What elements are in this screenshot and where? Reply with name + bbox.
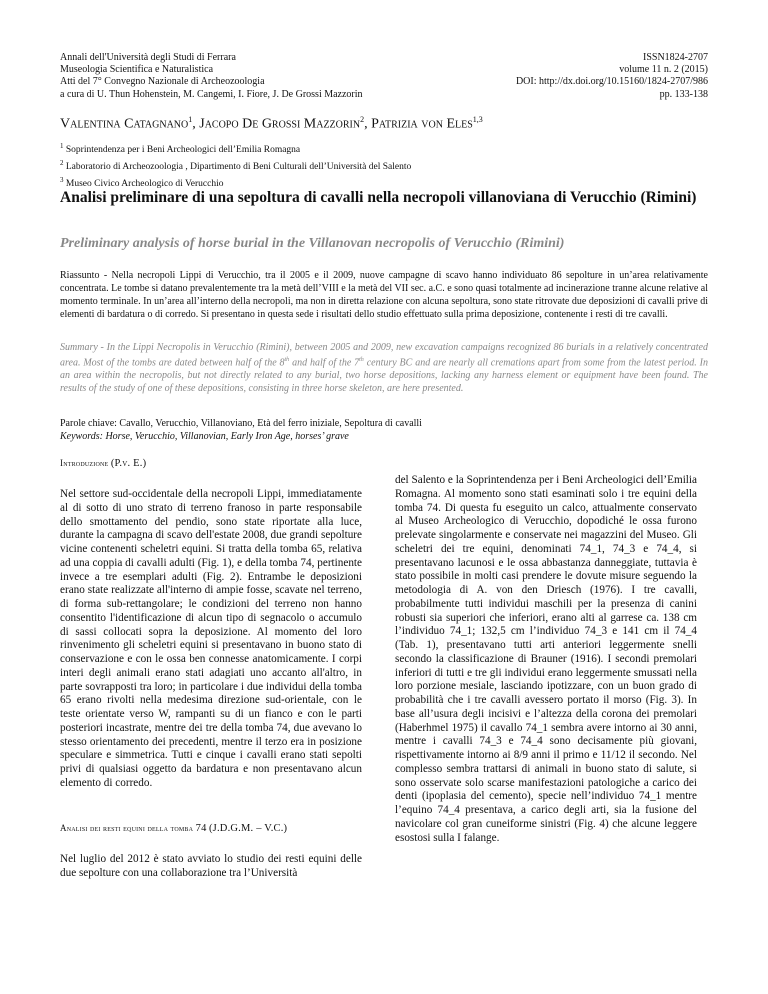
analysis-intro-block [60, 853, 362, 881]
journal-header-left [60, 52, 363, 101]
author-name: Valentina Catagnano [60, 116, 189, 132]
intro-paragraph: Nel settore sud-occidentale della necropoli Lippi, immediatamente al di sotto di uno strato di terreno franoso in parte responsabile dello smottamento del pendio, sono state riportate alla luce, durante la campagna di scavo dell'estate 2008, due grandi sepolture vicine contenenti scheletri equini. Si tratta della tomba 65, relativa ad una coppia di cavalli adulti (Fig. 1), e della tomba 74, pertinente invece a tre esemplari adulti (Fig. 2). Entrambe le deposizioni erano state realizzate all'interno di ampie fosse, scavate nel terreno, di forma sub-rettangolare; le condizioni del terreno non hanno consentito l'identificazione di alcun tipo di segnacolo o accumulo di sassi collocati sopra la deposizione. Al momento del loro rinvenimento gli scheletri equini si presentavano in buono stato di conservazione e con le ossa ben connesse anatomicamente. I corpi interi degli animali erano stati adagiati uno accanto all'altro, in parte sovrapposti tra loro; in particolare i due individui della tomba 65 erano rivolti nella medesima direzione sud-orientale, con le teste orientate verso W, rampanti su di un fianco e con le parti posteriori incastrate, mentre dei tre della tomba 74, due avevano lo stesso orientamento dei precedenti, mentre il terzo era in posizione speculare e simmetrica. Tutti e cinque i cavalli erano stati sepolti privi di qualsiasi oggetto da bardatura e non presentavano alcun elemento di corredo. [60, 488, 362, 789]
keywords-english: Keywords: Horse, Verucchio, Villanovian, Early Iron Age, horses’ grave [60, 431, 349, 442]
abstract-english: Summary - In the Lippi Necropolis in Verucchio (Rimini), between 2005 and 2009, new excavation campaigns recognized 86 burials in a relatively concentrated area. Most of the tombs are dated between half of the 8th and half of the 7th century BC and are nearly all cremations apart from some from the latest period. In an area within the necropolis, but not directly related to any burial, two horse depositions, lacking any harness element or equipment have been found. The results of the study of one of these depositions, consisting in three horse skeleton, are here presented. [60, 342, 708, 395]
paper-title: Analisi preliminare di una sepoltura di cavalli nella necropoli villanoviana di Verucchio (Rimini) [60, 189, 697, 206]
right-column [395, 474, 697, 845]
header-line: a cura di U. Thun Hohenstein, M. Cangemi, I. Fiore, J. De Grossi Mazzorin [60, 88, 363, 100]
author-affil-num: 1 [188, 115, 193, 124]
section-heading-introduction: Introduzione (P.v. E.) [60, 458, 147, 469]
left-column [60, 488, 362, 791]
author-name: Patrizia von Eles [371, 116, 473, 132]
author-affil-num: 2 [360, 115, 365, 124]
affiliation: $^1$ Soprintendenza per i Beni Archeologici dell’Emilia Romagna [60, 142, 301, 156]
header-line: Atti del 7° Convegno Nazionale di Archeozoologia [60, 76, 265, 88]
keywords [60, 417, 422, 443]
author-name: Jacopo De Grossi Mazzorin [199, 116, 361, 132]
author-affil-num: 1,3 [472, 115, 483, 124]
header-line: Annali dell'Università degli Studi di Ferrara [60, 52, 236, 63]
journal-header-right [516, 52, 708, 101]
author-list: Valentina Catagnano$^1$, Jacopo De Grossi Mazzorin$^2$, Patrizia von Eles$^{1,3}$ [60, 115, 483, 132]
paper-subtitle-english: Preliminary analysis of horse burial in the Villanovan necropolis of Verucchio (Rimini) [60, 236, 565, 251]
page-range: pp. 133-138 [659, 88, 708, 100]
affiliations [60, 140, 411, 191]
analysis-paragraph-start: Nel luglio del 2012 è stato avviato lo studio dei resti equini delle due sepolture con una collaborazione tra l’Università [60, 853, 362, 879]
affiliation: $^2$ Laboratorio di Archeozoologia , Dipartimento di Beni Culturali dell’Università del Salento [60, 159, 412, 173]
analysis-paragraph-continued: del Salento e la Soprintendenza per i Beni Archeologici dell’Emilia Romagna. Al momento sono stati esaminati solo i tre equini della tomba 74. Di questa fu eseguito un calco, attualmente conservato al Museo Archeologico di Verucchio, dopodiché le ossa furono prelevate singolarmente e conservate nei magazzini del Museo. Gli scheletri dei tre equini, denominati 74_1, 74_3 e 74_4, si presentavano lacunosi e le ossa abbastanza danneggiate, tuttavia è stato possibile in molti casi prendere le dovute misure seguendo la metodologia di A. von den Driesch (1976). I tre cavalli, probabilmente tutti individui maschili per la presenza di canini robusti sia superiori che inferiori, erano alti al garrese ca. 138 cm l’individuo 74_1; 132,5 cm l’individuo 74_3 e 141 cm il 74_4 (Tab. 1), presentavano tutti arti anteriori leggermente snelli secondo la classificazione di Brauner (1916). I secondi premolari inferiori di tutti e tre gli individui erano leggermente smussati nella loro porzione mesiale, lasciando ipotizzare, con un buon grado di probabilità che i tre cavalli avessero portato il morso (Fig. 3). In base all’usura degli incisivi e l’altezza della corona dei premolari (Haberhmel 1975) il cavallo 74_1 sembra avere intorno ai 30 anni, mentre i cavalli 74_3 e 74_4 sono decisamente più giovani, rispettivamente intorno ai 8/9 anni il primo e 11/12 il secondo. Nel complesso sembra trattarsi di animali in buono stato di salute, si sono osservate solo scarse manifestazioni patologiche a carico dei denti (ipoplasia del cemento), specie nell’individuo 74_1 mentre l’equino 74_4 presentava, a carico degli arti, sia la fusione del navicolare col gran cuneiforme sinistri (Fig. 4) che alcune leggere esostosi sulla I falange. [395, 474, 697, 844]
doi-link[interactable]: DOI: http://dx.doi.org/10.15160/1824-2707/986 [515, 76, 708, 88]
section-heading-analysis: Analisi dei resti equini della tomba 74 (J.D.G.M. – V.C.) [60, 823, 288, 834]
issn: ISSN1824-2707 [642, 52, 708, 63]
volume: volume 11 n. 2 (2015) [619, 64, 708, 76]
keywords-italian: Parole chiave: Cavallo, Verucchio, Villanoviano, Età del ferro iniziale, Sepoltura di cavalli [60, 418, 422, 429]
header-line: Museologia Scientifica e Naturalistica [60, 64, 214, 76]
affiliation: $^3$ Museo Civico Archeologico di Verucchio [60, 176, 224, 190]
abstract-italian: Riassunto - Nella necropoli Lippi di Verucchio, tra il 2005 e il 2009, nuove campagne di scavo hanno individuato 86 sepolture in un’area relativamente concentrata. Le tombe si datano prevalentemente tra la metà dell’VIII e la metà del VII sec. a.C. e sono quasi totalmente ad incinerazione tranne alcune relative al momento terminale. In un’area all’interno della necropoli, ma non in diretta relazione con alcuna sepoltura, sono state ritrovate due deposizioni di cavalli prive di elementi di bardatura o di corredo. Si presentano in questa sede i risultati dello studio effettuato sulla prima deposizione, contenente i resti di tre cavalli. [60, 270, 708, 320]
